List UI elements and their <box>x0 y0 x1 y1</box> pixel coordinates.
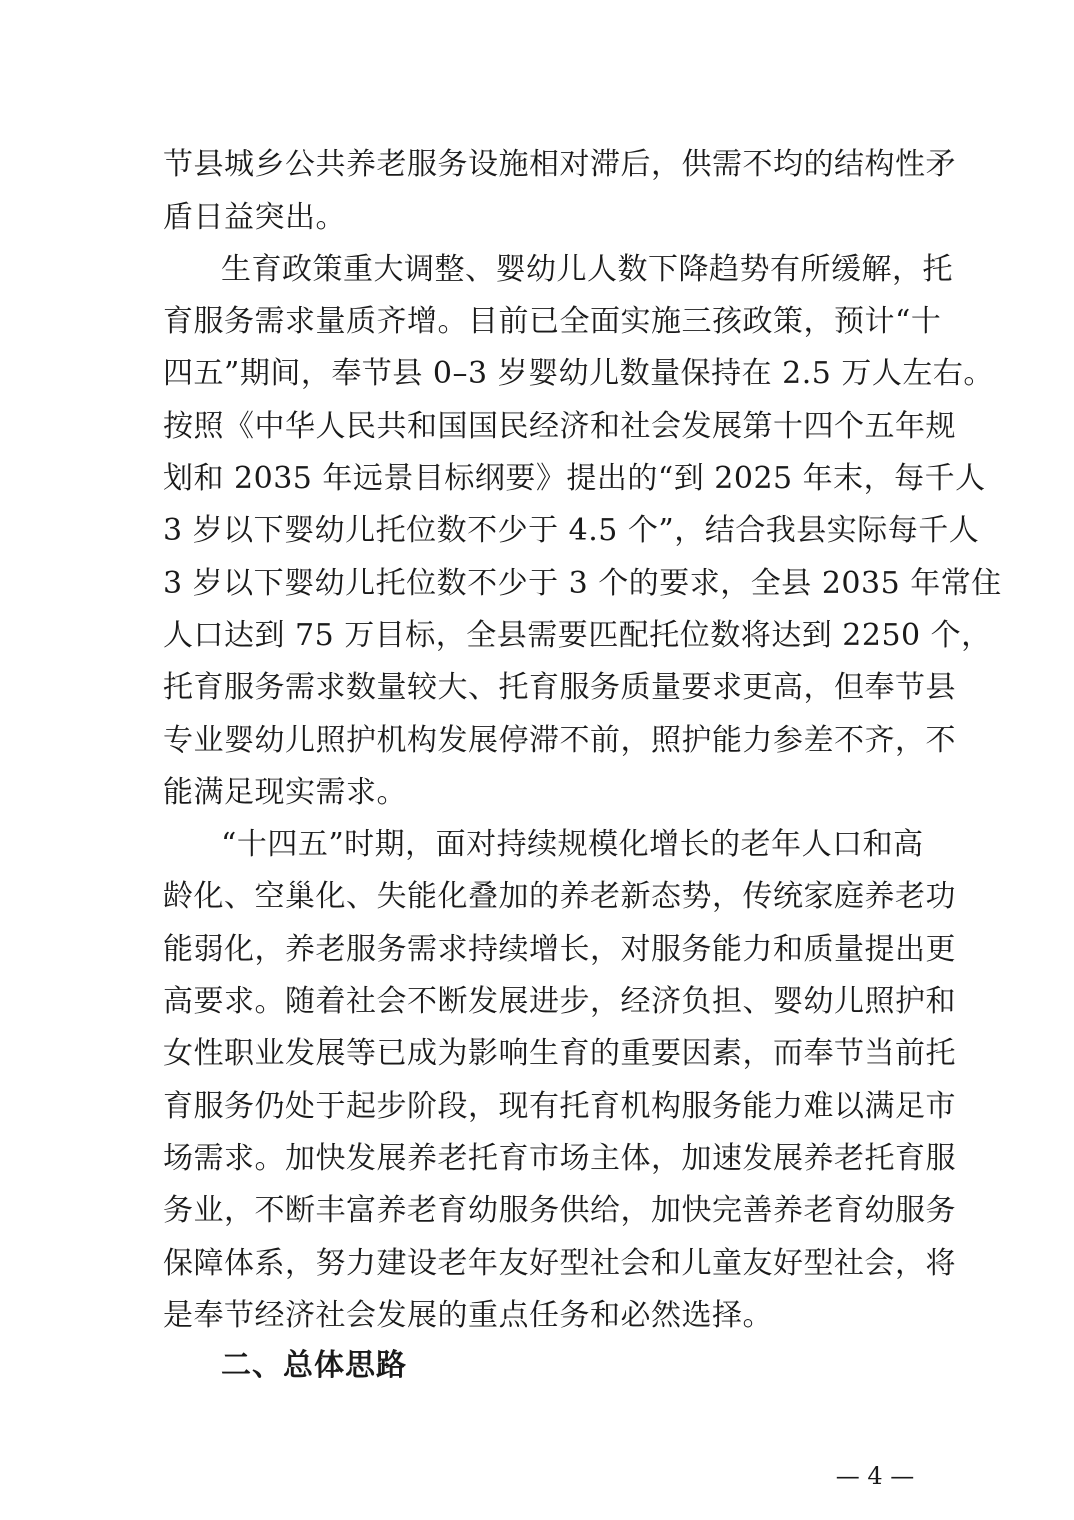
paragraph-line: 育服务仍处于起步阶段，现有托育机构服务能力难以满足市 <box>163 1089 956 1124</box>
paragraph-line: 生育政策重大调整、婴幼儿人数下降趋势有所缓解，托 <box>221 252 953 287</box>
paragraph-line: 龄化、空巢化、失能化叠加的养老新态势，传统家庭养老功 <box>163 879 956 914</box>
paragraph-line: 人口达到 75 万目标，全县需要匹配托位数将达到 2250 个， <box>163 618 992 653</box>
paragraph-line: 3 岁以下婴幼儿托位数不少于 4.5 个”，结合我县实际每千人 <box>163 513 980 548</box>
paragraph-line: 女性职业发展等已成为影响生育的重要因素，而奉节当前托 <box>163 1036 956 1071</box>
paragraph-line: 托育服务需求数量较大、托育服务质量要求更高，但奉节县 <box>163 670 956 705</box>
paragraph-line: 盾日益突出。 <box>163 200 346 235</box>
paragraph-line: 能满足现实需求。 <box>163 775 407 810</box>
paragraph-line: 高要求。随着社会不断发展进步，经济负担、婴幼儿照护和 <box>163 984 956 1019</box>
paragraph-line: 能弱化，养老服务需求持续增长，对服务能力和质量提出更 <box>163 932 956 967</box>
paragraph-line: 务业，不断丰富养老育幼服务供给，加快完善养老育幼服务 <box>163 1193 956 1228</box>
paragraph-line: 专业婴幼儿照护机构发展停滞不前，照护能力参差不齐，不 <box>163 723 956 758</box>
paragraph-line: “十四五”时期，面对持续规模化增长的老年人口和高 <box>221 827 924 862</box>
paragraph-line: 保障体系，努力建设老年友好型社会和儿童友好型社会，将 <box>163 1246 956 1281</box>
paragraph-line: 育服务需求量质齐增。目前已全面实施三孩政策，预计“十 <box>163 304 942 339</box>
paragraph-line: 四五”期间，奉节县 0–3 岁婴幼儿数量保持在 2.5 万人左右。 <box>163 356 994 391</box>
page-number: — 4 — <box>835 1462 915 1490</box>
paragraph-line: 是奉节经济社会发展的重点任务和必然选择。 <box>163 1298 773 1333</box>
paragraph-line: 3 岁以下婴幼儿托位数不少于 3 个的要求，全县 2035 年常住 <box>163 566 1002 601</box>
paragraph-line: 场需求。加快发展养老托育市场主体，加速发展养老托育服 <box>163 1141 956 1176</box>
section-heading: 二、总体思路 <box>221 1348 407 1383</box>
paragraph-line: 节县城乡公共养老服务设施相对滞后，供需不均的结构性矛 <box>163 147 956 182</box>
paragraph-line: 划和 2035 年远景目标纲要》提出的“到 2025 年末，每千人 <box>163 461 986 496</box>
paragraph-line: 按照《中华人民共和国国民经济和社会发展第十四个五年规 <box>163 409 956 444</box>
